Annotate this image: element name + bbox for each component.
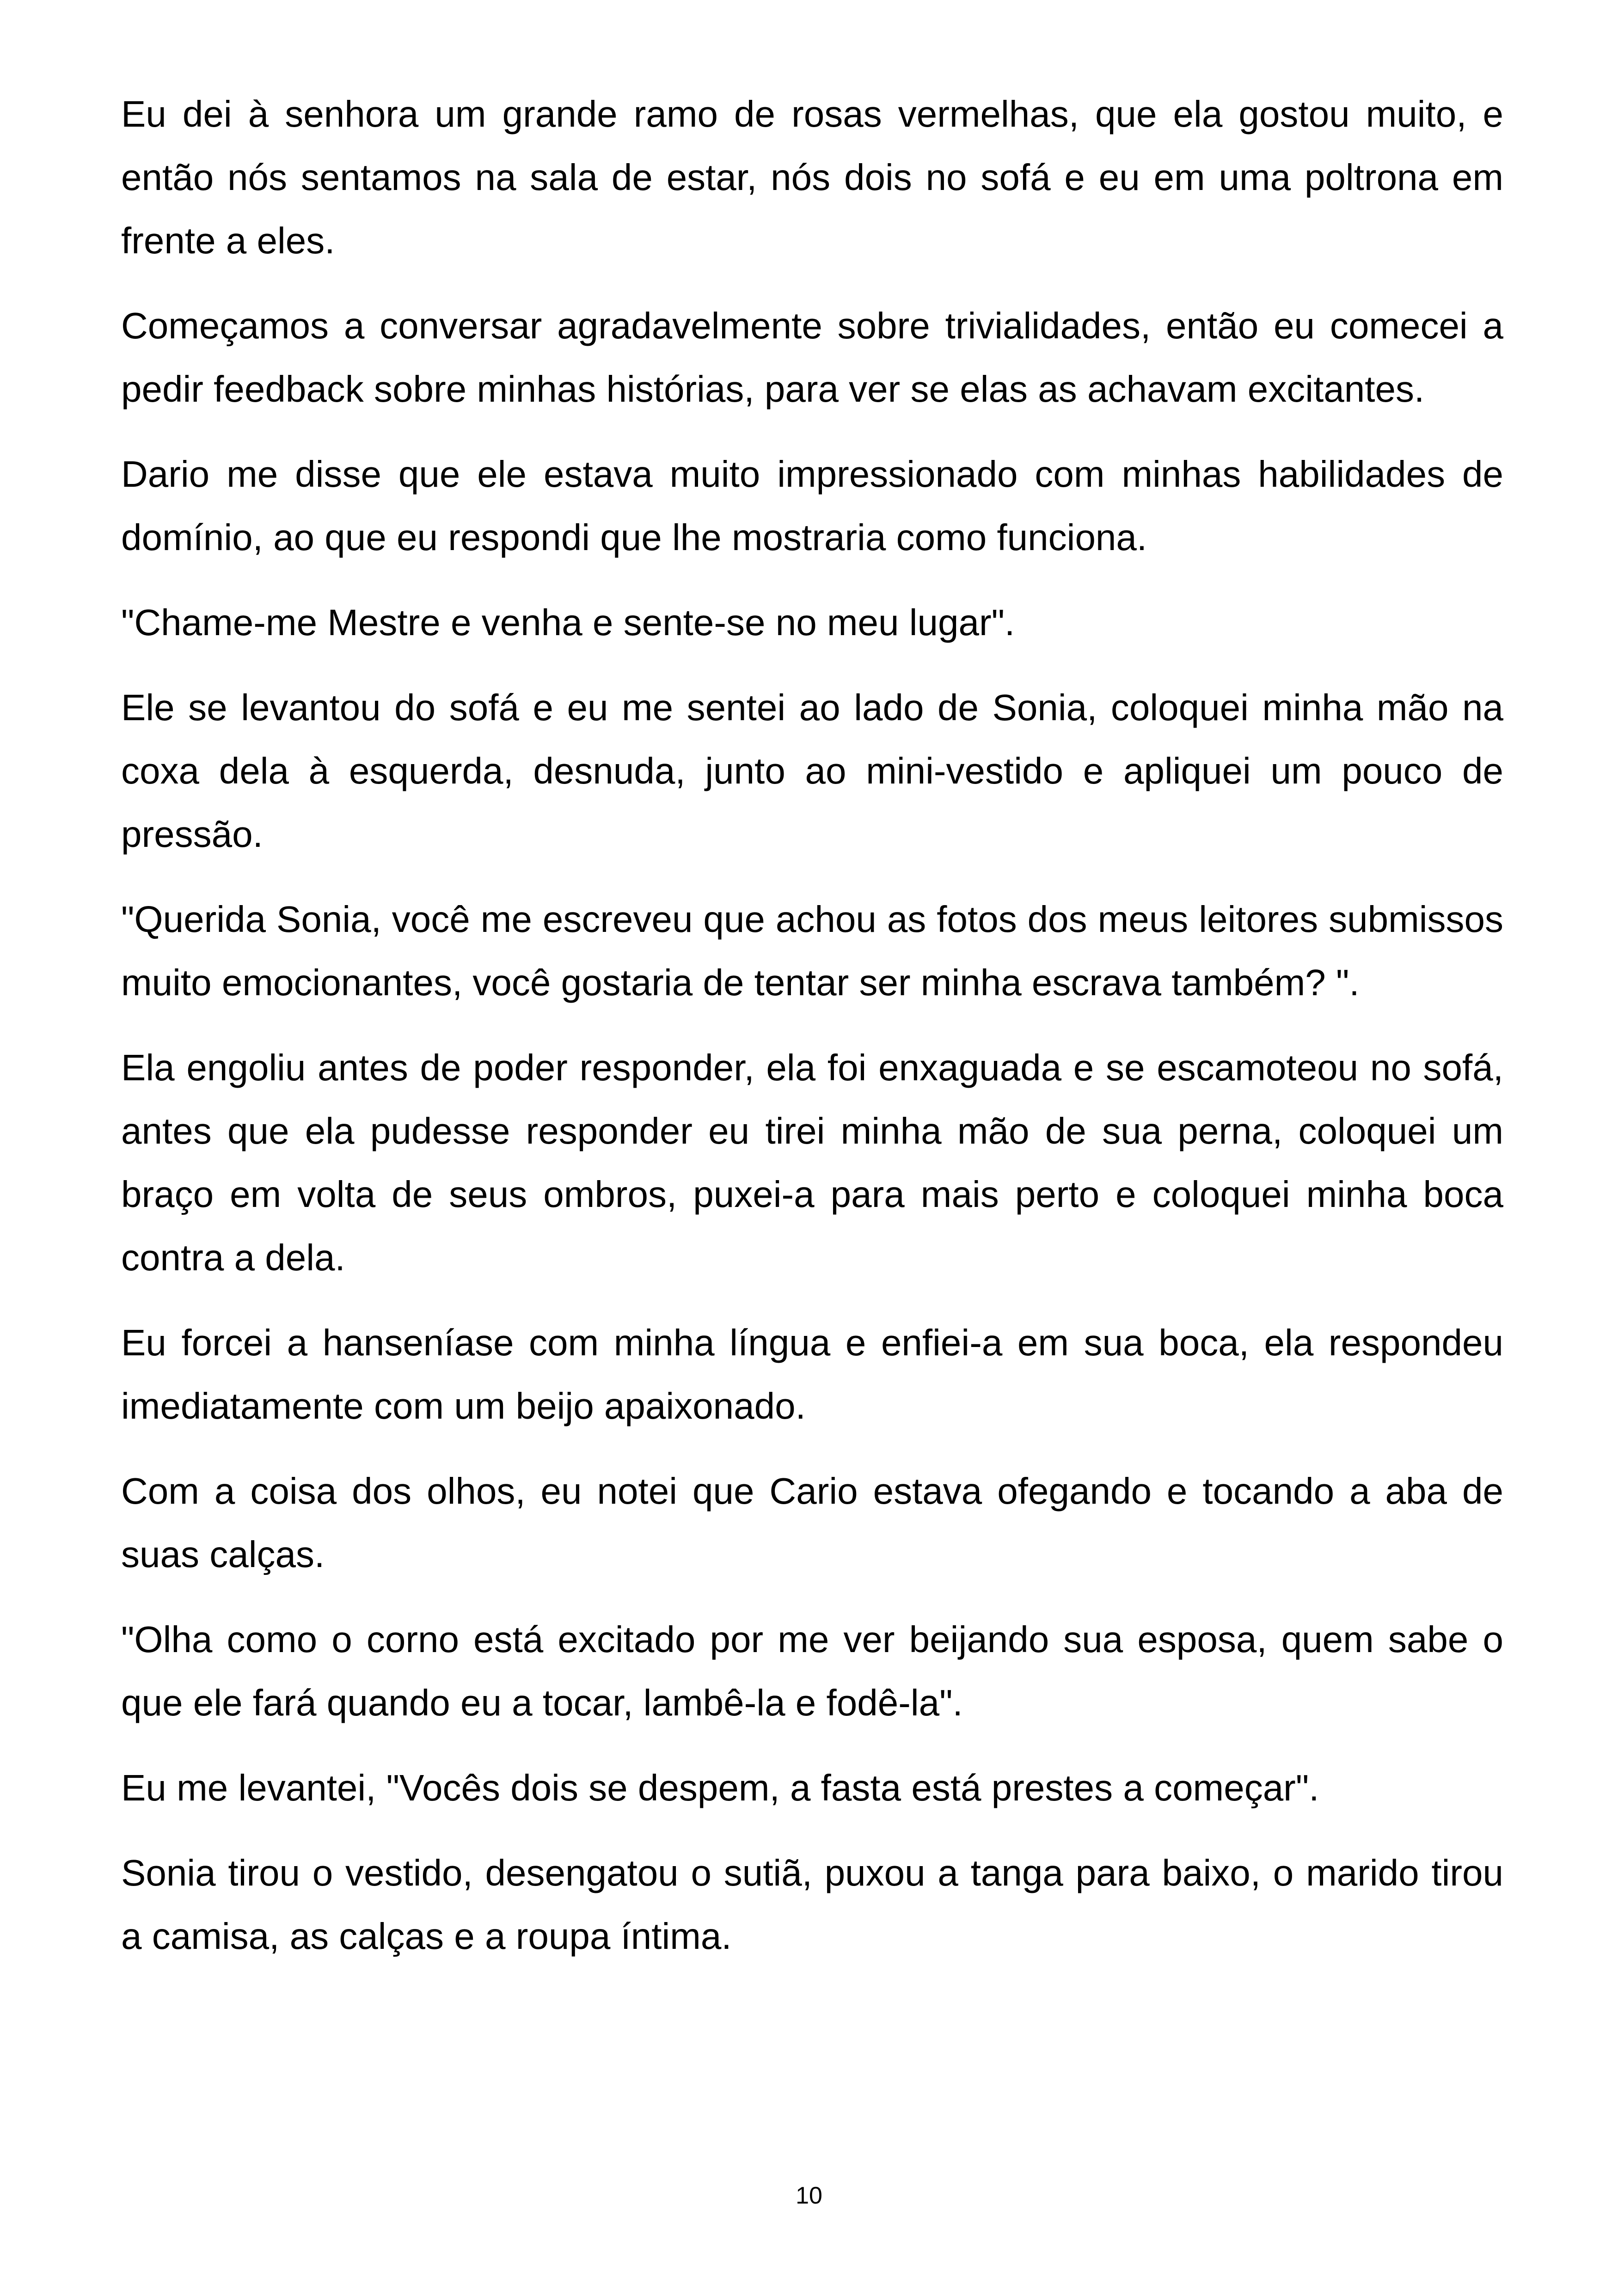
page-number: 10 bbox=[796, 2182, 822, 2209]
paragraph: Eu me levantei, "Vocês dois se despem, a fasta está prestes a começar". bbox=[121, 1767, 1319, 1808]
paragraph: Com a coisa dos olhos, eu notei que Cario estava ofegando e tocando a aba de suas calças. bbox=[121, 1470, 1503, 1575]
paragraph: "Querida Sonia, você me escreveu que achou as fotos dos meus leitores submissos muito emocionantes, você gostaria de tentar ser minha escrava também? ". bbox=[121, 899, 1503, 1003]
paragraph: Ela engoliu antes de poder responder, ela foi enxaguada e se escamoteou no sofá, antes que ela pudesse responder eu tirei minha mão de sua perna, coloquei um braço em volta de seus ombros, puxei-a para mais perto e coloquei minha boca contra a dela. bbox=[121, 1047, 1503, 1278]
paragraph: "Olha como o corno está excitado por me ver beijando sua esposa, quem sabe o que ele fará quando eu a tocar, lambê-la e fodê-la". bbox=[121, 1619, 1503, 1723]
paragraph: "Chame-me Mestre e venha e sente-se no meu lugar". bbox=[121, 602, 1015, 643]
paragraph: Ele se levantou do sofá e eu me sentei ao lado de Sonia, coloquei minha mão na coxa dela à esquerda, desnuda, junto ao mini-vestido e apliquei um pouco de pressão. bbox=[121, 687, 1503, 855]
paragraph: Começamos a conversar agradavelmente sobre trivialidades, então eu comecei a pedir feedback sobre minhas histórias, para ver se elas as achavam excitantes. bbox=[121, 305, 1503, 410]
text-body bbox=[121, 82, 1503, 1990]
paragraph: Sonia tirou o vestido, desengatou o sutiã, puxou a tanga para baixo, o marido tirou a camisa, as calças e a roupa íntima. bbox=[121, 1852, 1503, 1957]
paragraph: Eu dei à senhora um grande ramo de rosas vermelhas, que ela gostou muito, e então nós sentamos na sala de estar, nós dois no sofá e eu em uma poltrona em frente a eles. bbox=[121, 93, 1503, 261]
paragraph: Dario me disse que ele estava muito impressionado com minhas habilidades de domínio, ao que eu respondi que lhe mostraria como funciona. bbox=[121, 453, 1503, 558]
paragraph: Eu forcei a hanseníase com minha língua e enfiei-a em sua boca, ela respondeu imediatamente com um beijo apaixonado. bbox=[121, 1322, 1503, 1427]
